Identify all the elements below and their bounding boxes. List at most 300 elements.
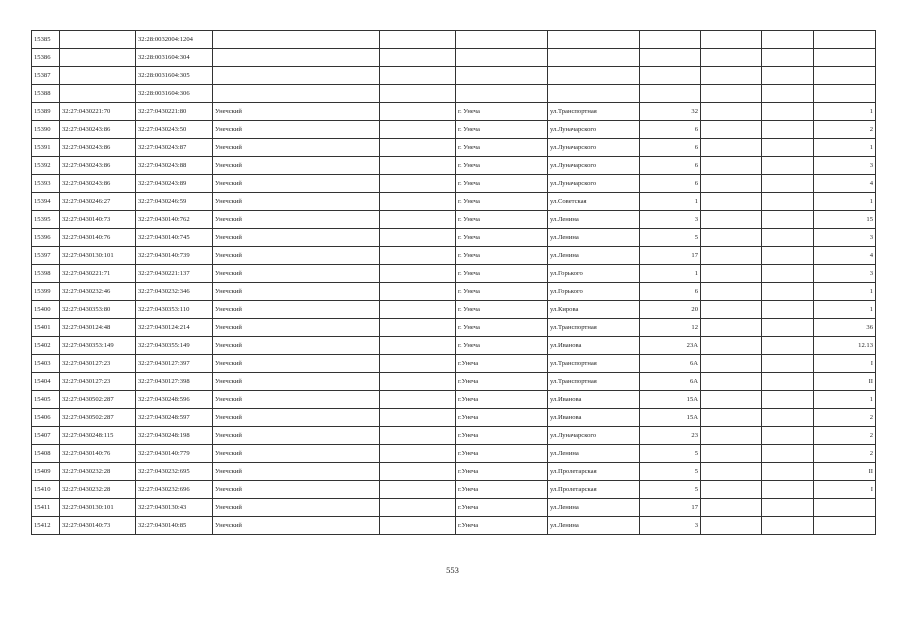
district-cell: Унечский xyxy=(213,103,380,121)
parent-cadastral-number-cell: 32:27:0430127:23 xyxy=(60,373,136,391)
street-cell: ул.Пролетарская xyxy=(548,463,640,481)
apartment-cell: 1 xyxy=(814,139,876,157)
cadastral-number-cell: 32:27:0430243:87 xyxy=(136,139,213,157)
building-cell xyxy=(701,85,762,103)
street-cell: ул.Иванова xyxy=(548,391,640,409)
cadastral-number-cell: 32:27:0430246:59 xyxy=(136,193,213,211)
table-row xyxy=(32,139,876,157)
apartment-cell: 36 xyxy=(814,319,876,337)
cadastral-number-cell: 32:27:0430140:739 xyxy=(136,247,213,265)
table-row xyxy=(32,463,876,481)
locality-cell: г. Унеча xyxy=(456,139,548,157)
row-index-cell: 15385 xyxy=(32,31,60,49)
street-cell: ул.Транспортная xyxy=(548,373,640,391)
apartment-cell: 1 xyxy=(814,391,876,409)
building-cell xyxy=(701,445,762,463)
extra-cell xyxy=(762,247,814,265)
house-number-cell xyxy=(640,49,701,67)
apartment-cell: 1 xyxy=(814,301,876,319)
locality-cell: г.Унеча xyxy=(456,481,548,499)
building-cell xyxy=(701,499,762,517)
building-cell xyxy=(701,409,762,427)
locality-cell xyxy=(456,67,548,85)
row-index-cell: 15409 xyxy=(32,463,60,481)
house-number-cell: 17 xyxy=(640,247,701,265)
cadastral-number-cell: 32:27:0430140:85 xyxy=(136,517,213,535)
extra-cell xyxy=(762,283,814,301)
extra-cell xyxy=(762,103,814,121)
extra-cell xyxy=(762,463,814,481)
district-cell: Унечский xyxy=(213,445,380,463)
table-row xyxy=(32,337,876,355)
district-cell xyxy=(213,49,380,67)
building-cell xyxy=(701,121,762,139)
extra-cell xyxy=(762,481,814,499)
locality-cell: г. Унеча xyxy=(456,193,548,211)
district-cell: Унечский xyxy=(213,499,380,517)
extra-cell xyxy=(762,301,814,319)
extra-cell xyxy=(762,337,814,355)
apartment-cell: 1 xyxy=(814,193,876,211)
building-cell xyxy=(701,373,762,391)
street-cell: ул.Луначарского xyxy=(548,175,640,193)
house-number-cell: 1 xyxy=(640,265,701,283)
district-cell: Унечский xyxy=(213,211,380,229)
settlement-cell xyxy=(380,391,456,409)
row-index-cell: 15389 xyxy=(32,103,60,121)
cadastral-number-cell: 32:27:0430243:88 xyxy=(136,157,213,175)
row-index-cell: 15412 xyxy=(32,517,60,535)
table-row xyxy=(32,175,876,193)
settlement-cell xyxy=(380,247,456,265)
row-index-cell: 15397 xyxy=(32,247,60,265)
street-cell: ул.Ленина xyxy=(548,445,640,463)
district-cell: Унечский xyxy=(213,427,380,445)
parent-cadastral-number-cell: 32:27:0430140:76 xyxy=(60,445,136,463)
building-cell xyxy=(701,157,762,175)
street-cell: ул.Ленина xyxy=(548,247,640,265)
parent-cadastral-number-cell: 32:27:0430232:46 xyxy=(60,283,136,301)
district-cell: Унечский xyxy=(213,517,380,535)
cadastral-number-cell: 32:27:0430127:398 xyxy=(136,373,213,391)
extra-cell xyxy=(762,265,814,283)
table-row xyxy=(32,229,876,247)
street-cell: ул.Иванова xyxy=(548,337,640,355)
street-cell: ул.Пролетарская xyxy=(548,481,640,499)
house-number-cell: 15А xyxy=(640,409,701,427)
settlement-cell xyxy=(380,481,456,499)
house-number-cell: 6А xyxy=(640,355,701,373)
street-cell: ул.Горького xyxy=(548,283,640,301)
apartment-cell: 2 xyxy=(814,427,876,445)
extra-cell xyxy=(762,31,814,49)
table-row xyxy=(32,355,876,373)
apartment-cell: 2 xyxy=(814,409,876,427)
house-number-cell: 6 xyxy=(640,121,701,139)
district-cell: Унечский xyxy=(213,121,380,139)
locality-cell: г. Унеча xyxy=(456,157,548,175)
parent-cadastral-number-cell xyxy=(60,31,136,49)
settlement-cell xyxy=(380,139,456,157)
extra-cell xyxy=(762,121,814,139)
district-cell: Унечский xyxy=(213,139,380,157)
district-cell: Унечский xyxy=(213,337,380,355)
building-cell xyxy=(701,391,762,409)
street-cell: ул.Ленина xyxy=(548,499,640,517)
street-cell xyxy=(548,31,640,49)
district-cell: Унечский xyxy=(213,481,380,499)
row-index-cell: 15411 xyxy=(32,499,60,517)
row-index-cell: 15396 xyxy=(32,229,60,247)
table-row xyxy=(32,31,876,49)
table-row xyxy=(32,121,876,139)
apartment-cell: 4 xyxy=(814,175,876,193)
settlement-cell xyxy=(380,175,456,193)
street-cell: ул.Транспортная xyxy=(548,103,640,121)
building-cell xyxy=(701,49,762,67)
district-cell: Унечский xyxy=(213,157,380,175)
settlement-cell xyxy=(380,301,456,319)
settlement-cell xyxy=(380,517,456,535)
cadastral-number-cell: 32:28:0031604:304 xyxy=(136,49,213,67)
cadastral-number-cell: 32:27:0430221:137 xyxy=(136,265,213,283)
parent-cadastral-number-cell xyxy=(60,67,136,85)
district-cell xyxy=(213,67,380,85)
street-cell: ул.Ленина xyxy=(548,211,640,229)
parent-cadastral-number-cell: 32:27:0430140:76 xyxy=(60,229,136,247)
cadastral-number-cell: 32:27:0430243:50 xyxy=(136,121,213,139)
street-cell: ул.Луначарского xyxy=(548,157,640,175)
street-cell: ул.Советская xyxy=(548,193,640,211)
cadastral-number-cell: 32:28:0031604:306 xyxy=(136,85,213,103)
cadastral-number-cell: 32:27:0430248:597 xyxy=(136,409,213,427)
parent-cadastral-number-cell: 32:27:0430221:70 xyxy=(60,103,136,121)
settlement-cell xyxy=(380,463,456,481)
settlement-cell xyxy=(380,337,456,355)
district-cell: Унечский xyxy=(213,463,380,481)
cadastral-number-cell: 32:27:0430353:110 xyxy=(136,301,213,319)
table-row xyxy=(32,445,876,463)
building-cell xyxy=(701,31,762,49)
table-row xyxy=(32,211,876,229)
building-cell xyxy=(701,247,762,265)
street-cell xyxy=(548,85,640,103)
row-index-cell: 15395 xyxy=(32,211,60,229)
locality-cell: г.Унеча xyxy=(456,427,548,445)
locality-cell: г. Унеча xyxy=(456,301,548,319)
extra-cell xyxy=(762,373,814,391)
row-index-cell: 15404 xyxy=(32,373,60,391)
street-cell xyxy=(548,67,640,85)
extra-cell xyxy=(762,67,814,85)
row-index-cell: 15402 xyxy=(32,337,60,355)
street-cell: ул.Луначарского xyxy=(548,427,640,445)
locality-cell: г. Унеча xyxy=(456,283,548,301)
cadastral-number-cell: 32:27:0430355:149 xyxy=(136,337,213,355)
extra-cell xyxy=(762,85,814,103)
locality-cell: г.Унеча xyxy=(456,409,548,427)
parent-cadastral-number-cell: 32:27:0430130:101 xyxy=(60,247,136,265)
apartment-cell: 2 xyxy=(814,121,876,139)
house-number-cell xyxy=(640,85,701,103)
settlement-cell xyxy=(380,427,456,445)
cadastral-number-cell: 32:28:0031604:305 xyxy=(136,67,213,85)
building-cell xyxy=(701,139,762,157)
apartment-cell: 1 xyxy=(814,103,876,121)
locality-cell xyxy=(456,31,548,49)
cadastral-number-cell: 32:27:0430140:762 xyxy=(136,211,213,229)
locality-cell: г. Унеча xyxy=(456,337,548,355)
district-cell: Унечский xyxy=(213,319,380,337)
cadastral-number-cell: 32:27:0430140:779 xyxy=(136,445,213,463)
cadastral-number-cell: 32:27:0430232:346 xyxy=(136,283,213,301)
house-number-cell: 1 xyxy=(640,193,701,211)
locality-cell: г.Унеча xyxy=(456,499,548,517)
parent-cadastral-number-cell: 32:27:0430246:27 xyxy=(60,193,136,211)
district-cell: Унечский xyxy=(213,409,380,427)
apartment-cell xyxy=(814,31,876,49)
locality-cell: г. Унеча xyxy=(456,103,548,121)
table-row xyxy=(32,373,876,391)
extra-cell xyxy=(762,139,814,157)
parent-cadastral-number-cell: 32:27:0430221:71 xyxy=(60,265,136,283)
settlement-cell xyxy=(380,103,456,121)
street-cell: ул.Луначарского xyxy=(548,139,640,157)
building-cell xyxy=(701,337,762,355)
row-index-cell: 15406 xyxy=(32,409,60,427)
settlement-cell xyxy=(380,49,456,67)
house-number-cell xyxy=(640,31,701,49)
cadastral-number-cell: 32:27:0430221:80 xyxy=(136,103,213,121)
parent-cadastral-number-cell: 32:27:0430127:23 xyxy=(60,355,136,373)
row-index-cell: 15391 xyxy=(32,139,60,157)
house-number-cell: 5 xyxy=(640,229,701,247)
street-cell: ул.Кирова xyxy=(548,301,640,319)
parent-cadastral-number-cell: 32:27:0430140:73 xyxy=(60,517,136,535)
house-number-cell: 32 xyxy=(640,103,701,121)
house-number-cell: 17 xyxy=(640,499,701,517)
building-cell xyxy=(701,481,762,499)
district-cell: Унечский xyxy=(213,175,380,193)
settlement-cell xyxy=(380,283,456,301)
district-cell: Унечский xyxy=(213,373,380,391)
cadastral-number-cell: 32:28:0032004:1204 xyxy=(136,31,213,49)
street-cell: ул.Горького xyxy=(548,265,640,283)
parent-cadastral-number-cell: 32:27:0430502:287 xyxy=(60,391,136,409)
row-index-cell: 15386 xyxy=(32,49,60,67)
table-row xyxy=(32,157,876,175)
apartment-cell xyxy=(814,67,876,85)
building-cell xyxy=(701,175,762,193)
table-row xyxy=(32,301,876,319)
parent-cadastral-number-cell: 32:27:0430243:86 xyxy=(60,157,136,175)
row-index-cell: 15390 xyxy=(32,121,60,139)
building-cell xyxy=(701,103,762,121)
house-number-cell: 3 xyxy=(640,211,701,229)
cadastral-number-cell: 32:27:0430130:43 xyxy=(136,499,213,517)
extra-cell xyxy=(762,211,814,229)
extra-cell xyxy=(762,445,814,463)
parent-cadastral-number-cell: 32:27:0430130:101 xyxy=(60,499,136,517)
extra-cell xyxy=(762,427,814,445)
house-number-cell: 3 xyxy=(640,517,701,535)
settlement-cell xyxy=(380,445,456,463)
row-index-cell: 15388 xyxy=(32,85,60,103)
apartment-cell: II xyxy=(814,463,876,481)
row-index-cell: 15405 xyxy=(32,391,60,409)
extra-cell xyxy=(762,319,814,337)
settlement-cell xyxy=(380,193,456,211)
table-row xyxy=(32,103,876,121)
apartment-cell xyxy=(814,499,876,517)
cadastral-number-cell: 32:27:0430243:89 xyxy=(136,175,213,193)
parent-cadastral-number-cell xyxy=(60,49,136,67)
district-cell: Унечский xyxy=(213,301,380,319)
row-index-cell: 15410 xyxy=(32,481,60,499)
settlement-cell xyxy=(380,373,456,391)
district-cell: Унечский xyxy=(213,193,380,211)
settlement-cell xyxy=(380,67,456,85)
apartment-cell: II xyxy=(814,373,876,391)
house-number-cell: 12 xyxy=(640,319,701,337)
cadastral-number-cell: 32:27:0430248:596 xyxy=(136,391,213,409)
settlement-cell xyxy=(380,409,456,427)
locality-cell: г. Унеча xyxy=(456,247,548,265)
district-cell: Унечский xyxy=(213,391,380,409)
table-row xyxy=(32,265,876,283)
building-cell xyxy=(701,517,762,535)
row-index-cell: 15387 xyxy=(32,67,60,85)
cadastral-number-cell: 32:27:0430232:696 xyxy=(136,481,213,499)
house-number-cell: 15А xyxy=(640,391,701,409)
apartment-cell: 1 xyxy=(814,283,876,301)
building-cell xyxy=(701,301,762,319)
house-number-cell: 5 xyxy=(640,481,701,499)
cadastral-number-cell: 32:27:0430127:397 xyxy=(136,355,213,373)
cadastral-number-cell: 32:27:0430124:214 xyxy=(136,319,213,337)
house-number-cell: 23 xyxy=(640,427,701,445)
row-index-cell: 15394 xyxy=(32,193,60,211)
building-cell xyxy=(701,193,762,211)
building-cell xyxy=(701,283,762,301)
parent-cadastral-number-cell: 32:27:0430248:115 xyxy=(60,427,136,445)
parent-cadastral-number-cell: 32:27:0430502:287 xyxy=(60,409,136,427)
cadastral-number-cell: 32:27:0430140:745 xyxy=(136,229,213,247)
row-index-cell: 15403 xyxy=(32,355,60,373)
table-row xyxy=(32,409,876,427)
extra-cell xyxy=(762,391,814,409)
extra-cell xyxy=(762,175,814,193)
street-cell: ул.Транспортная xyxy=(548,355,640,373)
table-row xyxy=(32,247,876,265)
row-index-cell: 15398 xyxy=(32,265,60,283)
settlement-cell xyxy=(380,319,456,337)
locality-cell: г.Унеча xyxy=(456,463,548,481)
row-index-cell: 15399 xyxy=(32,283,60,301)
apartment-cell: 4 xyxy=(814,247,876,265)
building-cell xyxy=(701,319,762,337)
building-cell xyxy=(701,67,762,85)
table-row xyxy=(32,67,876,85)
register-body xyxy=(32,31,876,535)
apartment-cell: 3 xyxy=(814,265,876,283)
extra-cell xyxy=(762,355,814,373)
apartment-cell xyxy=(814,49,876,67)
parent-cadastral-number-cell: 32:27:0430353:149 xyxy=(60,337,136,355)
building-cell xyxy=(701,265,762,283)
apartment-cell: 2 xyxy=(814,445,876,463)
district-cell: Унечский xyxy=(213,355,380,373)
street-cell: ул.Ленина xyxy=(548,229,640,247)
register-table xyxy=(31,30,876,535)
apartment-cell: I xyxy=(814,481,876,499)
district-cell: Унечский xyxy=(213,265,380,283)
street-cell: ул.Транспортная xyxy=(548,319,640,337)
apartment-cell: I xyxy=(814,355,876,373)
parent-cadastral-number-cell: 32:27:0430140:73 xyxy=(60,211,136,229)
settlement-cell xyxy=(380,265,456,283)
table-row xyxy=(32,49,876,67)
district-cell xyxy=(213,85,380,103)
parent-cadastral-number-cell: 32:27:0430232:28 xyxy=(60,481,136,499)
locality-cell: г. Унеча xyxy=(456,265,548,283)
house-number-cell xyxy=(640,67,701,85)
district-cell: Унечский xyxy=(213,247,380,265)
extra-cell xyxy=(762,229,814,247)
row-index-cell: 15400 xyxy=(32,301,60,319)
house-number-cell: 6 xyxy=(640,139,701,157)
row-index-cell: 15408 xyxy=(32,445,60,463)
table-row xyxy=(32,517,876,535)
locality-cell: г. Унеча xyxy=(456,211,548,229)
page-number: 553 xyxy=(446,565,459,575)
parent-cadastral-number-cell: 32:27:0430353:80 xyxy=(60,301,136,319)
house-number-cell: 6 xyxy=(640,175,701,193)
settlement-cell xyxy=(380,211,456,229)
cadastral-number-cell: 32:27:0430232:695 xyxy=(136,463,213,481)
district-cell: Унечский xyxy=(213,229,380,247)
table-row xyxy=(32,499,876,517)
row-index-cell: 15407 xyxy=(32,427,60,445)
row-index-cell: 15392 xyxy=(32,157,60,175)
extra-cell xyxy=(762,517,814,535)
house-number-cell: 6 xyxy=(640,157,701,175)
house-number-cell: 23А xyxy=(640,337,701,355)
street-cell: ул.Иванова xyxy=(548,409,640,427)
building-cell xyxy=(701,427,762,445)
apartment-cell xyxy=(814,517,876,535)
table-row xyxy=(32,481,876,499)
table-row xyxy=(32,85,876,103)
row-index-cell: 15393 xyxy=(32,175,60,193)
parent-cadastral-number-cell: 32:27:0430243:86 xyxy=(60,175,136,193)
extra-cell xyxy=(762,499,814,517)
locality-cell: г.Унеча xyxy=(456,373,548,391)
locality-cell: г. Унеча xyxy=(456,229,548,247)
settlement-cell xyxy=(380,355,456,373)
locality-cell: г. Унеча xyxy=(456,175,548,193)
locality-cell: г. Унеча xyxy=(456,319,548,337)
table-row xyxy=(32,319,876,337)
parent-cadastral-number-cell: 32:27:0430124:48 xyxy=(60,319,136,337)
building-cell xyxy=(701,211,762,229)
cadastral-number-cell: 32:27:0430248:198 xyxy=(136,427,213,445)
extra-cell xyxy=(762,157,814,175)
house-number-cell: 6А xyxy=(640,373,701,391)
apartment-cell: 3 xyxy=(814,157,876,175)
parent-cadastral-number-cell: 32:27:0430243:86 xyxy=(60,139,136,157)
table-row xyxy=(32,283,876,301)
